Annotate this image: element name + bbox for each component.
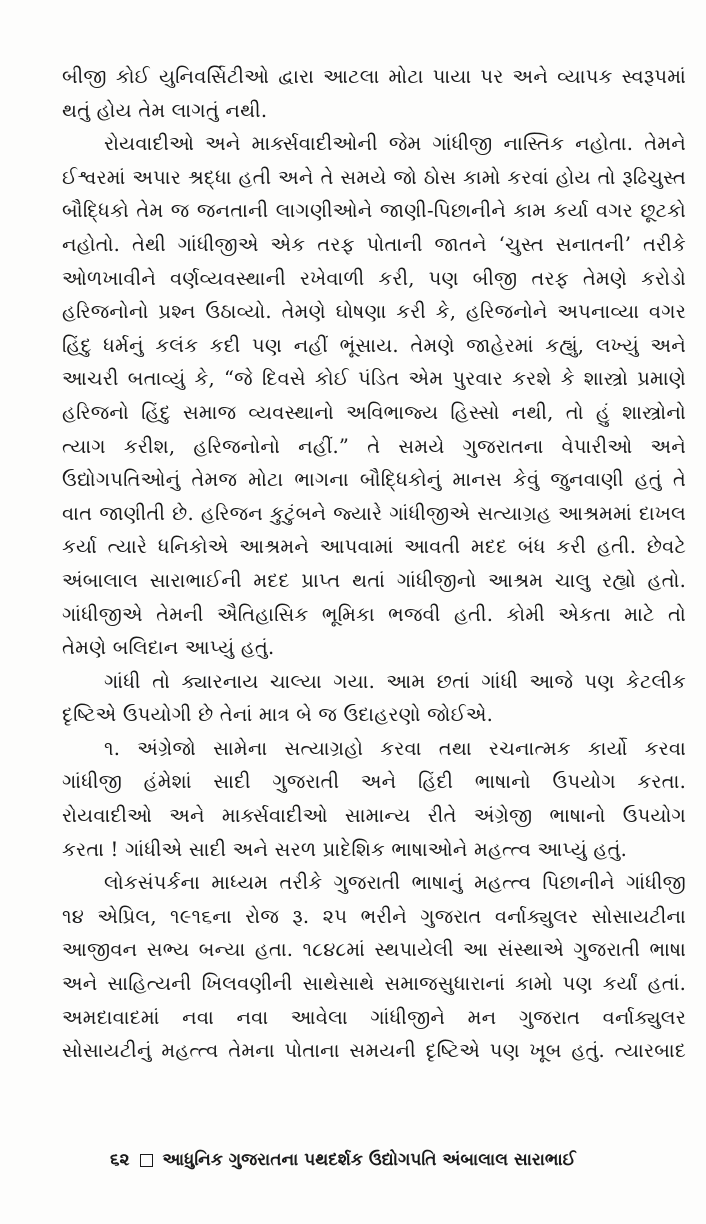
text-line: ત્યાગ કરીશ, હરિજનોનો નહીં.” તે સમયે ગુજરાતના વેપારીઓ અને — [62, 434, 686, 458]
text-line: વાત જાણીતી છે. હરિજન કુટુંબને જ્યારે ગાંધીજીએ સત્યાગ્રહ આશ્રમમાં દાખલ — [62, 501, 686, 525]
text-line: ગાંધીજીએ તેમની ઐતિહાસિક ભૂમિકા ભજવી હતી. કોમી એકતા માટે તો — [62, 602, 686, 626]
text-line: ૧. અંગ્રેજો સામેના સત્યાગ્રહો કરવા તથા રચનાત્મક કાર્યો કરવા — [104, 736, 686, 760]
text-line: અમદાવાદમાં નવા નવા આવેલા ગાંધીજીને મન ગુજરાત વર્નાક્યુલર — [62, 1005, 686, 1029]
text-line: ઓળખાવીને વર્ણવ્યવસ્થાની રખેવાળી કરી, પણ બીજી તરફ તેમણે કરોડો — [62, 266, 686, 290]
text-line: કરતા ! ગાંધીએ સાદી અને સરળ પ્રાદેશિક ભાષાઓને મહત્ત્વ આપ્યું હતું. — [62, 837, 627, 861]
text-line: ૧૪ એપ્રિલ, ૧૯૧૬ના રોજ રૂ. ૨૫ ભરીને ગુજરાત વર્નાક્યુલર સોસાયટીના — [62, 904, 686, 928]
page-footer — [110, 1145, 650, 1175]
running-title: આધુનિક ગુજરાતના પથદર્શક ઉદ્યોગપતિ અંબાલાલ સારાભાઈ — [162, 1150, 576, 1170]
text-line: નહોતો. તેથી ગાંધીજીએ એક તરફ પોતાની જાતને ‘ચુસ્ત સનાતની’ તરીકે — [62, 232, 686, 256]
text-line: દૃષ્ટિએ ઉપયોગી છે તેનાં માત્ર બે જ ઉદાહરણો જોઈએ. — [62, 703, 494, 727]
text-line: તેમણે બલિદાન આપ્યું હતું. — [62, 636, 275, 660]
text-line: હરિજનો હિંદુ સમાજ વ્યવસ્થાનો અવિભાજ્ય હિસ્સો નથી, તો હું શાસ્ત્રોનો — [62, 400, 686, 424]
text-line: કર્યા ત્યારે ધનિકોએ આશ્રમને આપવામાં આવતી મદદ બંધ કરી હતી. છેવટે — [62, 535, 686, 559]
page-number: ૬૨ — [110, 1150, 130, 1170]
text-line: આજીવન સભ્ય બન્યા હતા. ૧૮૪૮માં સ્થપાયેલી આ સંસ્થાએ ગુજરાતી ભાષા — [62, 938, 686, 962]
square-bullet-icon — [140, 1154, 153, 1167]
text-line: બીજી કોઈ યુનિવર્સિટીઓ દ્વારા આટલા મોટા પાયા પર અને વ્યાપક સ્વરૂપમાં — [62, 65, 686, 88]
text-line: ગાંધી તો ક્યારનાય ચાલ્યા ગયા. આમ છતાં ગાંધી આજે પણ કેટલીક — [104, 669, 686, 693]
text-line: થતું હોય તેમ લાગતું નથી. — [62, 98, 268, 122]
text-line: અને સાહિત્યની ખિલવણીની સાથેસાથે સમાજસુધારાનાં કામો પણ કર્યાં હતાં. — [62, 972, 686, 996]
body-text — [62, 60, 686, 1068]
text-line: હરિજનોનો પ્રશ્ન ઉઠાવ્યો. તેમણે ઘોષણા કરી કે, હરિજનોને અપનાવ્યા વગર — [62, 300, 686, 324]
text-line: ઈશ્વરમાં અપાર શ્રદ્ધા હતી અને તે સમયે જો ઠોસ કામો કરવાં હોય તો રૂઢિચુસ્ત — [62, 165, 686, 189]
text-line: બૌદ્ધિકો તેમ જ જનતાની લાગણીઓને જાણી-પિછાનીને કામ કર્યા વગર છૂટકો — [62, 199, 686, 223]
text-line: અંબાલાલ સારાભાઈની મદદ પ્રાપ્ત થતાં ગાંધીજીનો આશ્રમ ચાલુ રહ્યો હતો. — [62, 568, 686, 592]
text-line: હિંદુ ધર્મનું કલંક કદી પણ નહીં ભૂંસાય. તેમણે જાહેરમાં કહ્યું, લખ્યું અને — [62, 333, 686, 357]
text-line: ગાંધીજી હંમેશાં સાદી ગુજરાતી અને હિંદી ભાષાનો ઉપયોગ કરતા. — [62, 770, 686, 794]
text-line: આચરી બતાવ્યું કે, “જે દિવસે કોઈ પંડિત એમ પુરવાર કરશે કે શાસ્ત્રો પ્રમાણે — [62, 367, 686, 391]
text-line: સોસાયટીનું મહત્ત્વ તેમના પોતાના સમયની દૃષ્ટિએ પણ ખૂબ હતું. ત્યારબાદ — [62, 1039, 686, 1063]
text-line: રોયવાદીઓ અને માર્ક્સવાદીઓની જેમ ગાંધીજી નાસ્તિક નહોતા. તેમને — [104, 132, 686, 156]
text-line: રોયવાદીઓ અને માર્ક્સવાદીઓ સામાન્ય રીતે અંગ્રેજી ભાષાનો ઉપયોગ — [62, 804, 686, 828]
text-line: લોકસંપર્કના માધ્યમ તરીકે ગુજરાતી ભાષાનું મહત્ત્વ પિછાનીને ગાંધીજી — [104, 871, 686, 895]
text-line: ઉદ્યોગપતિઓનું તેમજ મોટા ભાગના બૌદ્ધિકોનું માનસ કેવું જુનવાણી હતું તે — [62, 468, 686, 492]
